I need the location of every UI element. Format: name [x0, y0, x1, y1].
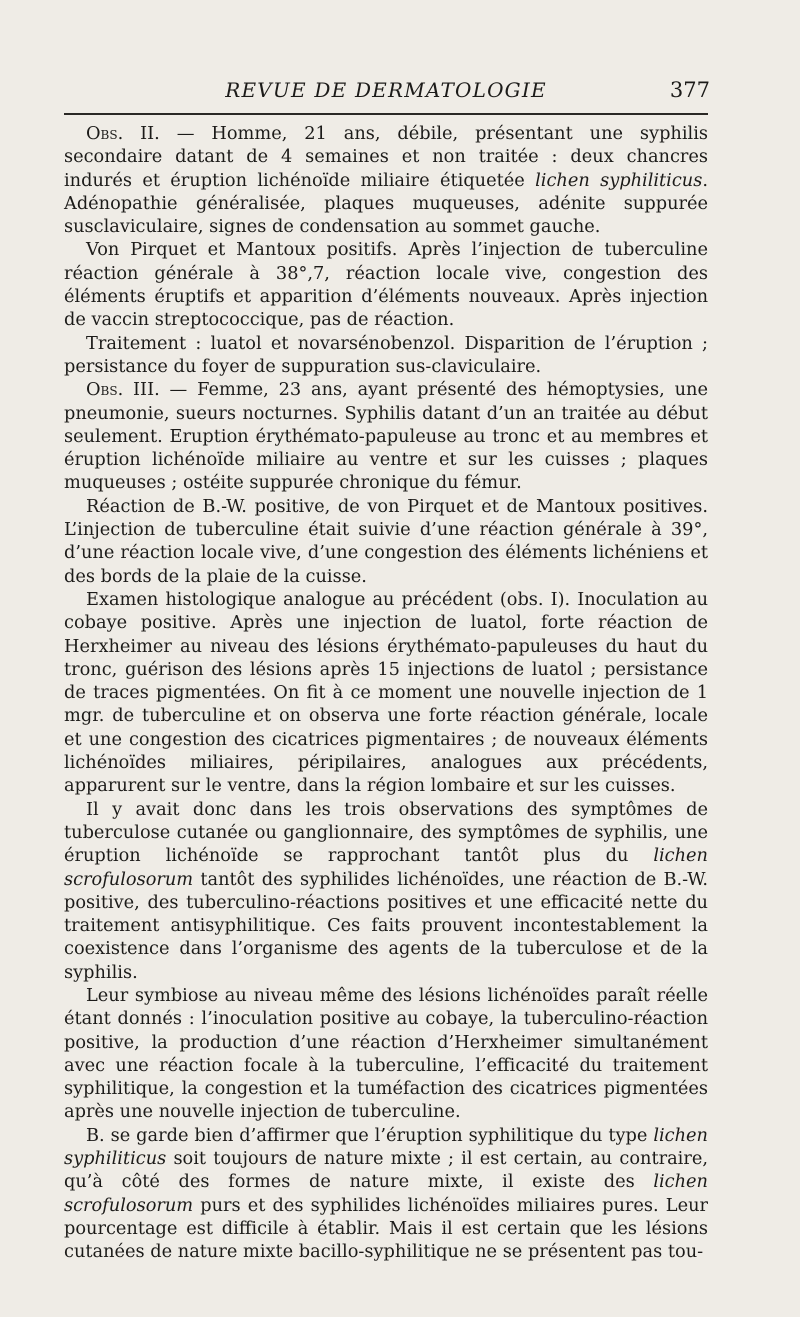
- text-run: . Adénopathie généralisée, plaques muqueuses, adénite suppurée susclaviculaire, signes de condensation au sommet gauche.: [64, 170, 708, 238]
- observation-label: Obs. II.: [86, 124, 160, 144]
- text-run: soit toujours de nature mixte ; il est certain, au contraire, qu’à côté des formes de nature mixte, il existe des: [64, 1149, 708, 1193]
- text-run: Réaction de B.-W. positive, de von Pirquet et de Mantoux positives. L’injection de tuberculine était suivie d’une réaction générale à 39°, d’une réaction locale vive, d’une congestion des éléments lichéniens et des bords de la plaie de la cuisse.: [64, 496, 708, 587]
- observation-label: Obs. III.: [86, 380, 160, 401]
- paragraph: [64, 239, 708, 332]
- text-run: Von Pirquet et Mantoux positifs. Après l’injection de tuberculine réaction générale à 38°,7, réaction locale vive, congestion des éléments éruptifs et apparition d’éléments nouveaux. Après injection de vaccin streptococcique, pas de réaction.: [64, 240, 708, 331]
- paragraph: [64, 123, 708, 239]
- italic-term: lichen syphiliticus: [535, 170, 703, 191]
- body-text: [64, 123, 708, 1265]
- text-run: Examen histologique analogue au précédent (obs. I). Inoculation au cobaye positive. Après une injection de luatol, forte réaction de Herxheimer au niveau des lésions érythémato-papuleuses du haut du tronc, guérison des lésions après 15 injections de luatol ; persistance de traces pigmentées. On fit à ce moment une nouvelle injection de 1 mgr. de tuberculine et on observa une forte réaction générale, locale et une congestion des cicatrices pigmentaires ; de nouveaux éléments lichénoïdes miliaires, péripilaires, analogues aux précédents, apparurent sur le ventre, dans la région lombaire et sur les cuisses.: [64, 589, 708, 797]
- paragraph: [64, 589, 708, 799]
- text-run: Traitement : luatol et novarsénobenzol. Disparition de l’éruption ; persistance du foyer de suppuration sus-claviculaire.: [64, 333, 708, 377]
- text-run: — Homme, 21 ans, débile, présentant une syphilis secondaire datant de 4 semaines et non traitée : deux chancres indurés et éruption lichénoïde miliaire étiquetée: [64, 124, 708, 191]
- italic-term: lichen scrofulosorum: [64, 1172, 708, 1216]
- paragraph: [64, 1125, 708, 1265]
- text-run: purs et des syphilides lichénoïdes miliaires pures. Leur pourcentage est difficile à établir. Mais il est certain que les lésions cutanées de nature mixte bacillo-syphilitique ne se présentent pas tou-: [64, 1195, 708, 1263]
- text-run: tantôt des syphilides lichénoïdes, une réaction de B.-W. positive, des tuberculino-réactions positives et une efficacité nette du traitement antisyphilitique. Ces faits prouvent incontestablement la coexistence dans l’organisme des agents de la tuberculose et de la syphilis.: [64, 869, 708, 983]
- running-header: [64, 78, 708, 104]
- text-run: Il y avait donc dans les trois observations des symptômes de tuberculose cutanée ou ganglionnaire, des symptômes de syphilis, une éruption lichénoïde se rapprochant tantôt plus du: [64, 799, 708, 867]
- paragraph: [64, 985, 708, 1125]
- italic-term: lichen syphiliticus: [64, 1125, 708, 1170]
- italic-term: lichen scrofulosorum: [64, 846, 708, 890]
- text-run: Leur symbiose au niveau même des lésions lichénoïdes paraît réelle étant donnés : l’inoculation positive au cobaye, la tuberculino-réaction positive, la production d’une réaction d’Herxheimer simultanément avec une réaction focale à la tuberculine, l’efficacité du traitement syphilitique, la congestion et la tuméfaction des cicatrices pigmentées après une nouvelle injection de tuberculine.: [64, 985, 708, 1123]
- page-number: 377: [669, 78, 710, 102]
- paragraph: [64, 799, 708, 985]
- paragraph: [64, 333, 708, 380]
- paragraph: [64, 379, 708, 495]
- text-run: B. se garde bien d’affirmer que l’éruption syphilitique du type: [86, 1125, 654, 1146]
- header-rule: [64, 113, 708, 115]
- text-run: — Femme, 23 ans, ayant présenté des hémoptysies, une pneumonie, sueurs nocturnes. Syphilis datant d’un an traitée au début seulement. Eruption érythémato-papuleuse au tronc et au membres et éruption lichénoïde miliaire au ventre et sur les cuisses ; plaques muqueuses ; ostéite suppurée chronique du fémur.: [64, 380, 708, 494]
- journal-title: REVUE DE DERMATOLOGIE: [225, 78, 547, 102]
- paragraph: [64, 496, 708, 589]
